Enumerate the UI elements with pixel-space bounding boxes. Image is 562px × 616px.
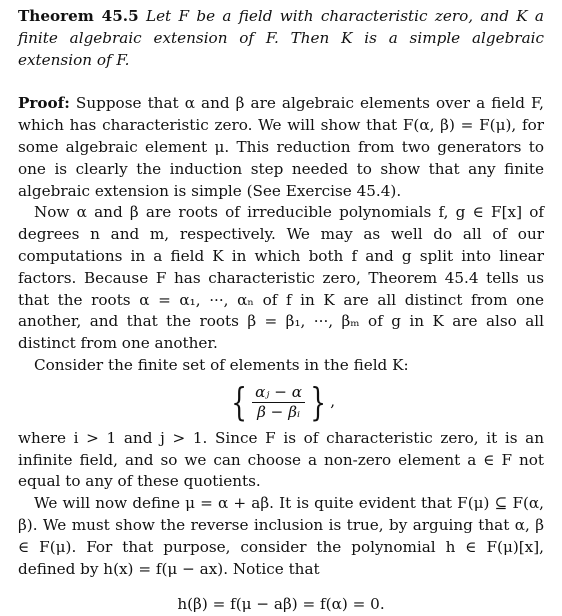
right-brace: } bbox=[310, 380, 326, 425]
theorem-text: Let F be a field with characteristic zero, and K a finite algebraic extension of F. Then K is a simple algebraic extension of F. bbox=[18, 7, 544, 69]
quotient-fraction bbox=[252, 383, 305, 422]
theorem-statement bbox=[18, 6, 544, 71]
display-equation: h(β) = f(μ − aβ) = f(α) = 0. bbox=[177, 595, 385, 614]
proof-text-1: Suppose that α and β are algebraic elements over a field F, which has characteristic zero. We will show that F(α, β) = F(μ), for some algebraic element μ. This reduction from two generators to one is clearly the induction step needed to show that any finite algebraic extension is simple (See Exercise 45.4). bbox=[18, 94, 545, 200]
proof-paragraph-5: We will now define μ = α + aβ. It is quite evident that F(μ) ⊆ F(α, β). We must show the reverse inclusion is true, by arguing that α, β ∈ F(μ). For that purpose, consider the polynomial h ∈ F(μ)[x], defined by h(x) = f(μ − ax). Notice that bbox=[18, 494, 544, 578]
proof-paragraph-2: Now α and β are roots of irreducible polynomials f, g ∈ F[x] of degrees n and m, respectively. We may as well do all of our computations in a field K in which both f and g split into linear factors. Because F has characteristic zero, Theorem 45.4 tells us that the roots α = α₁, ···, αₙ of f in K are all distinct from one another, and that the roots β = β₁, ···, βₘ of g in K are also all distinct from one another. bbox=[18, 203, 544, 353]
left-brace: { bbox=[231, 380, 247, 425]
fraction-numerator: αⱼ − α bbox=[252, 383, 305, 403]
set-trailing-comma: , bbox=[330, 392, 336, 411]
quotient-set-display bbox=[18, 380, 544, 425]
fraction-denominator: β − βᵢ bbox=[257, 402, 301, 421]
proof-paragraph-4: where i > 1 and j > 1. Since F is of characteristic zero, it is an infinite field, and so we can choose a non-zero element a ∈ F not equal to any of these quotients. bbox=[18, 428, 544, 491]
theorem-heading: Theorem 45.5 bbox=[18, 7, 139, 25]
proof-paragraph-3: Consider the finite set of elements in the field K: bbox=[34, 355, 409, 374]
proof-label: Proof: bbox=[18, 94, 70, 113]
proof-paragraph-1 bbox=[18, 93, 544, 202]
